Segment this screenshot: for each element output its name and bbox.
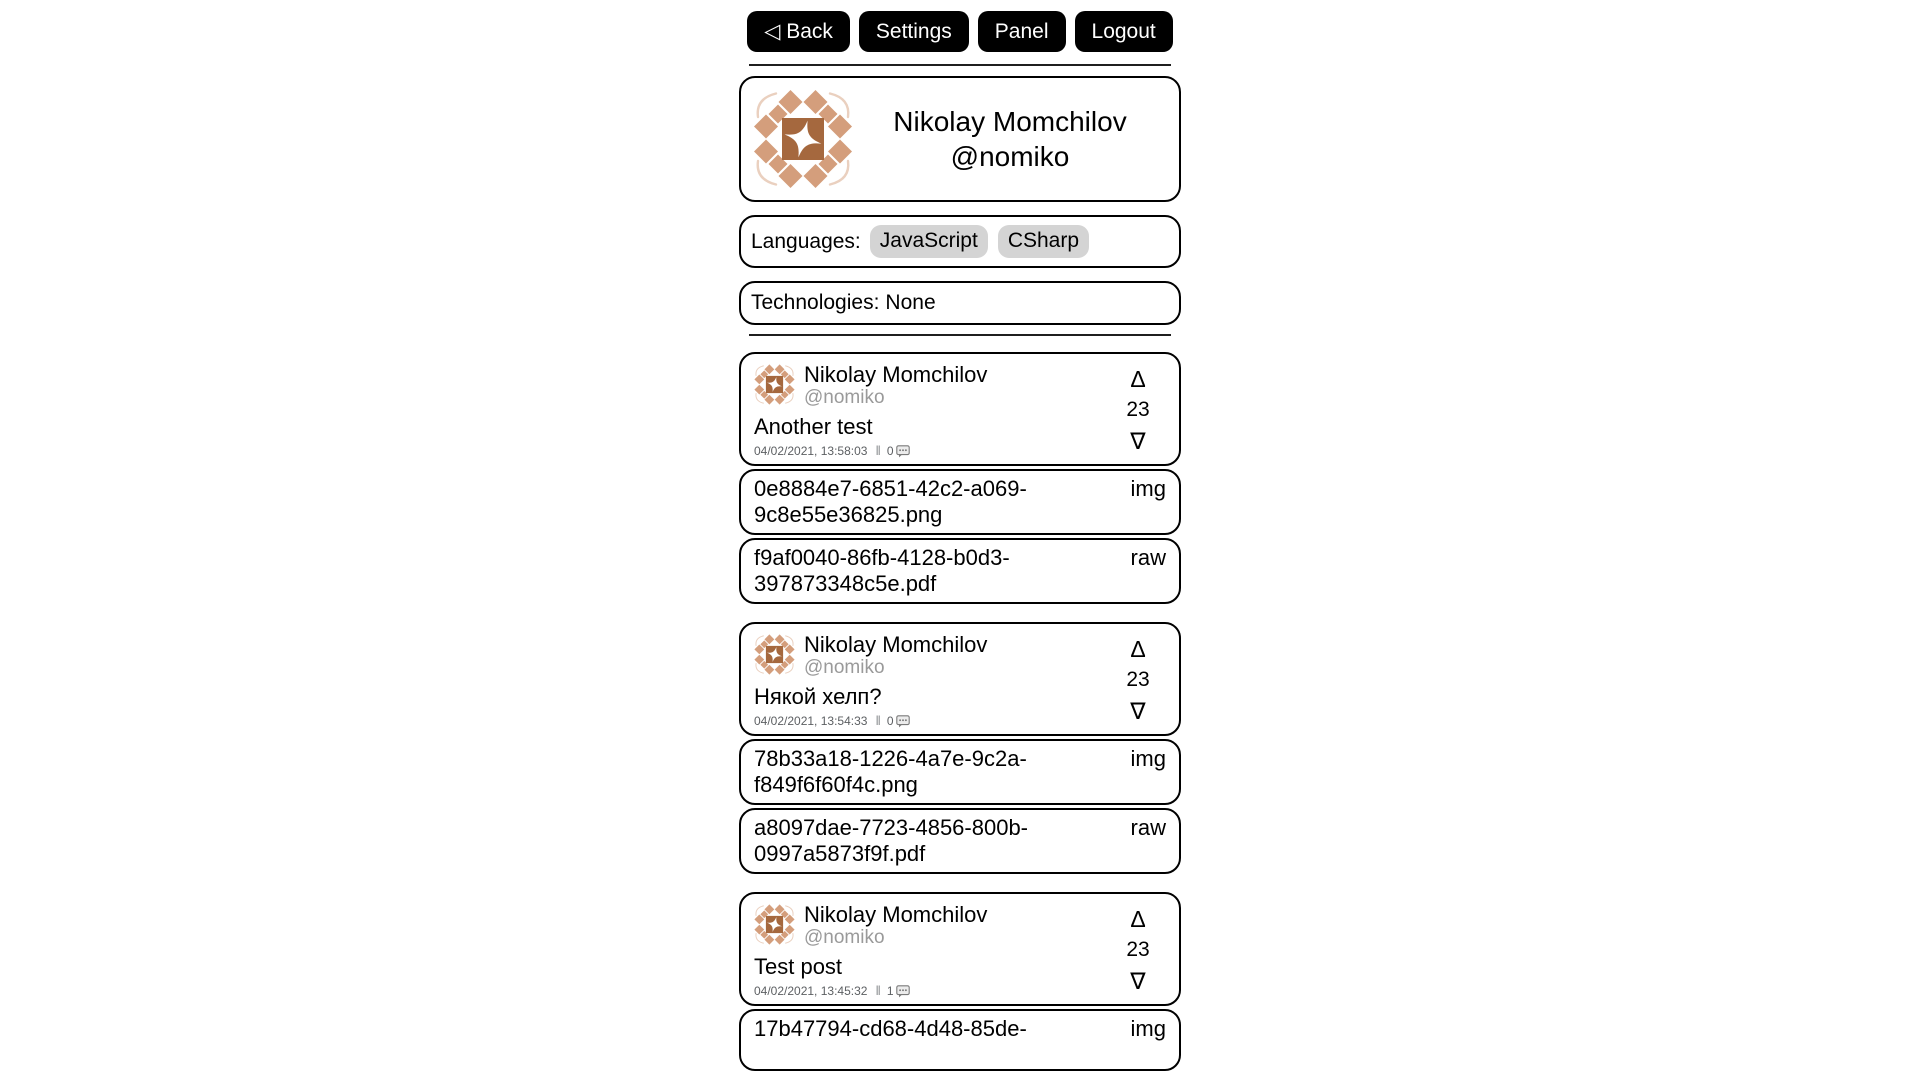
- post-meta: [754, 713, 1107, 728]
- comment-count: 0: [886, 443, 894, 458]
- attachment-type-label: img: [1130, 746, 1166, 771]
- language-tag: JavaScript: [870, 225, 988, 258]
- post-group: [739, 622, 1181, 874]
- post-card[interactable]: [739, 622, 1181, 736]
- logout-button[interactable]: Logout: [1075, 11, 1173, 52]
- languages-list: [870, 225, 1089, 258]
- downvote-button[interactable]: ∇: [1130, 698, 1146, 724]
- top-nav: [739, 11, 1181, 52]
- technologies-card: [739, 281, 1181, 325]
- post-timestamp: 04/02/2021, 13:45:32: [754, 983, 868, 998]
- downvote-button[interactable]: ∇: [1130, 968, 1146, 994]
- profile-handle: @nomiko: [950, 141, 1070, 172]
- post-names: [804, 902, 987, 949]
- post-names: [804, 362, 987, 409]
- profile-page: [739, 0, 1181, 1071]
- attachment-card[interactable]: [739, 739, 1181, 805]
- post-card[interactable]: [739, 352, 1181, 466]
- profile-card: [739, 76, 1181, 202]
- panel-button[interactable]: Panel: [978, 11, 1066, 52]
- post-header: [754, 902, 1107, 949]
- attachment-filename: f9af0040-86fb-4128-b0d3-397873348c5e.pdf: [754, 545, 1010, 596]
- downvote-button[interactable]: ∇: [1130, 428, 1146, 454]
- attachment-type-label: img: [1130, 476, 1166, 501]
- comment-bubble-icon: [896, 445, 910, 458]
- upvote-button[interactable]: Δ: [1130, 366, 1146, 392]
- post-avatar-identicon: [754, 634, 795, 675]
- settings-button[interactable]: Settings: [859, 11, 969, 52]
- post-votes: [1115, 360, 1161, 458]
- attachment-filename: 17b47794-cd68-4d48-85de-: [754, 1016, 1027, 1041]
- attachment-filename: 0e8884e7-6851-42c2-a069-9c8e55e36825.png: [754, 476, 1027, 527]
- technologies-value: None: [885, 291, 936, 314]
- post-timestamp: 04/02/2021, 13:58:03: [754, 443, 868, 458]
- upvote-button[interactable]: Δ: [1130, 906, 1146, 932]
- post-handle: @nomiko: [804, 657, 885, 678]
- post-handle: @nomiko: [804, 927, 885, 948]
- post-header: [754, 362, 1107, 409]
- post-timestamp: 04/02/2021, 13:54:33: [754, 713, 868, 728]
- post-avatar-identicon: [754, 904, 795, 945]
- post-names: [804, 632, 987, 679]
- meta-separator: ‖: [875, 983, 881, 998]
- attachments-list: [739, 739, 1181, 874]
- comment-count: 1: [886, 983, 894, 998]
- attachment-card[interactable]: [739, 808, 1181, 874]
- top-divider: [749, 64, 1171, 66]
- languages-label: Languages:: [751, 229, 861, 253]
- attachment-card[interactable]: [739, 469, 1181, 535]
- post-votes: [1115, 900, 1161, 998]
- attachment-filename: 78b33a18-1226-4a7e-9c2a-f849f6f60f4c.png: [754, 746, 1027, 797]
- upvote-button[interactable]: Δ: [1130, 636, 1146, 662]
- post-handle: @nomiko: [804, 387, 885, 408]
- vote-count: 23: [1126, 398, 1150, 421]
- post-meta: [754, 443, 1107, 458]
- post-main: [754, 630, 1107, 728]
- post-card[interactable]: [739, 892, 1181, 1006]
- technologies-label: Technologies:: [751, 291, 880, 314]
- profile-name: Nikolay Momchilov: [893, 106, 1127, 137]
- post-main: [754, 900, 1107, 998]
- attachments-list: [739, 469, 1181, 604]
- posts-list: [739, 352, 1181, 1071]
- post-author: Nikolay Momchilov: [804, 902, 988, 927]
- post-group: [739, 892, 1181, 1071]
- languages-card: [739, 215, 1181, 268]
- post-main: [754, 360, 1107, 458]
- attachment-card[interactable]: [739, 1009, 1181, 1071]
- attachments-list: [739, 1009, 1181, 1071]
- meta-separator: ‖: [875, 713, 881, 728]
- language-tag: CSharp: [998, 225, 1089, 258]
- comment-bubble-icon: [896, 985, 910, 998]
- attachment-card[interactable]: [739, 538, 1181, 604]
- profile-names: [853, 104, 1167, 174]
- post-author: Nikolay Momchilov: [804, 632, 988, 657]
- post-votes: [1115, 630, 1161, 728]
- post-meta: [754, 983, 1107, 998]
- comment-count: 0: [886, 713, 894, 728]
- post-title: Някой хелп?: [754, 684, 882, 709]
- profile-avatar-identicon: [753, 89, 853, 189]
- back-button[interactable]: ◁ Back: [747, 11, 850, 52]
- attachment-type-label: raw: [1130, 815, 1166, 840]
- post-title: Test post: [754, 954, 843, 979]
- post-header: [754, 632, 1107, 679]
- meta-separator: ‖: [875, 443, 881, 458]
- attachment-type-label: raw: [1130, 545, 1166, 570]
- post-author: Nikolay Momchilov: [804, 362, 988, 387]
- post-group: [739, 352, 1181, 604]
- attachment-filename: a8097dae-7723-4856-800b-0997a5873f9f.pdf: [754, 815, 1029, 866]
- comment-bubble-icon: [896, 715, 910, 728]
- posts-divider: [749, 334, 1171, 336]
- attachment-type-label: img: [1130, 1016, 1166, 1041]
- vote-count: 23: [1126, 938, 1150, 961]
- post-title: Another test: [754, 414, 873, 439]
- vote-count: 23: [1126, 668, 1150, 691]
- post-avatar-identicon: [754, 364, 795, 405]
